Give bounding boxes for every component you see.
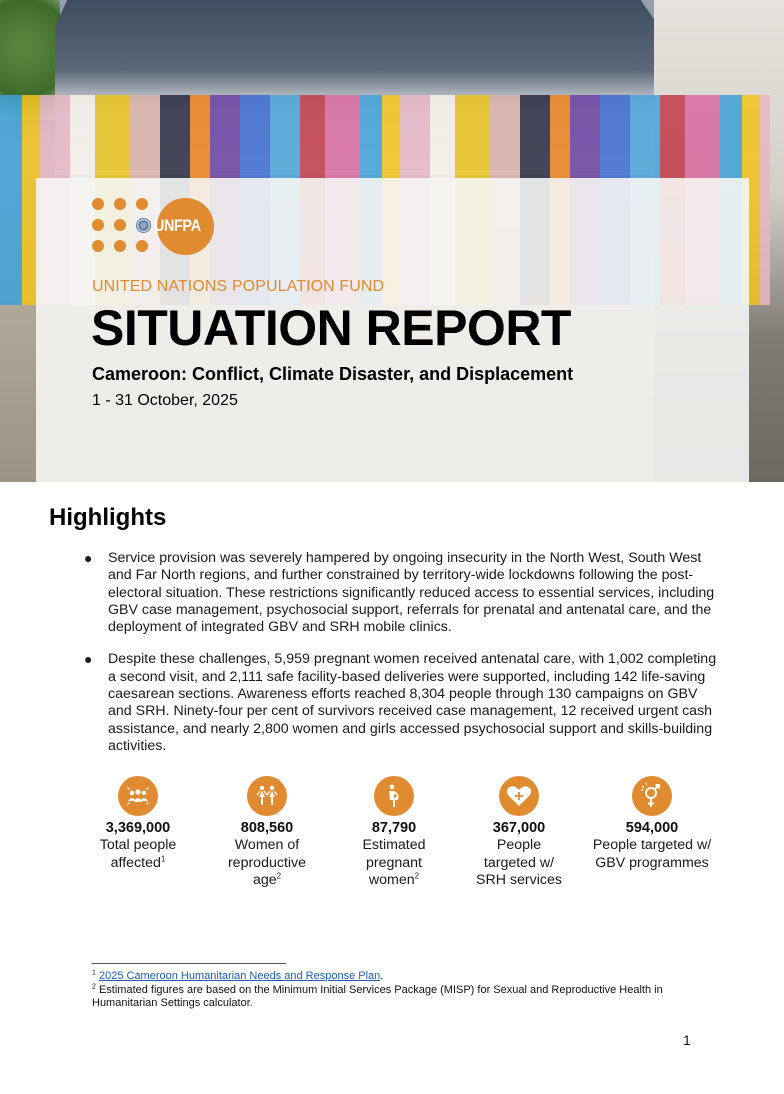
bullet-icon: ● [84, 550, 93, 566]
report-subtitle: Cameroon: Conflict, Climate Disaster, and Displacement [92, 364, 574, 384]
footnote-punctuation: . [380, 970, 384, 982]
footnote-divider [92, 963, 286, 964]
stat-label [222, 837, 312, 890]
highlights-list [84, 550, 724, 770]
stat-srh-targeted [472, 776, 566, 890]
gender-symbol-icon [632, 776, 672, 816]
stat-label [352, 837, 436, 890]
footnote-marker: 1 [92, 969, 96, 977]
pregnant-woman-icon [374, 776, 414, 816]
logo-dot [114, 198, 126, 210]
stat-label-line: pregnant [365, 854, 422, 871]
org-name: UNITED NATIONS POPULATION FUND [92, 278, 385, 295]
report-date: 1 - 31 October, 2025 [92, 392, 238, 409]
stat-value: 3,369,000 [105, 820, 171, 836]
stat-gbv-targeted [586, 776, 718, 872]
footnote-ref[interactable]: 2 [276, 871, 282, 881]
logo-dot [136, 198, 148, 210]
stat-label-line: Estimated [362, 837, 426, 853]
stat-label-line: Total people [99, 837, 177, 853]
logo-dot [114, 240, 126, 252]
stat-label [586, 837, 718, 872]
title-panel [36, 178, 749, 482]
bullet-icon: ● [84, 651, 93, 668]
footnote-ref[interactable]: 2 [414, 871, 420, 881]
logo-text: UNFPA [154, 216, 201, 235]
page-number: 1 [683, 1032, 691, 1048]
logo-dot [92, 198, 104, 210]
stat-label-line: People targeted w/ [592, 837, 712, 853]
footnote-ref[interactable]: 1 [160, 853, 166, 863]
hero-photo [0, 0, 784, 482]
logo-dot [136, 240, 148, 252]
highlight-text: Despite these challenges, 5,959 pregnant women received antenatal care, with 1,002 completing a second visit, and 2,111 safe facility-based deliveries were supported, including 142 life-saving caesarean sections. Awareness efforts reached 8,304 people through 130 campaigns on GBV and SRH. Ninety-four per cent of survivors received case management, 12 received urgent cash assistance, and nearly 2,800 women and girls accessed psychosocial support and skills-building activities. [108, 651, 717, 754]
report-title: SITUATION REPORT [91, 300, 571, 356]
stat-value: 367,000 [492, 820, 546, 836]
stat-label-line: reproductive [227, 854, 307, 871]
footnote-marker: 2 [92, 982, 96, 990]
stat-total-people [88, 776, 188, 872]
stat-value: 87,790 [371, 820, 417, 836]
highlights-heading: Highlights [49, 504, 167, 531]
footnotes [92, 970, 692, 1011]
heart-plus-icon [499, 776, 539, 816]
women-icon [247, 776, 287, 816]
stat-label-line: GBV programmes [595, 854, 709, 871]
stat-label-line: age [252, 872, 277, 888]
logo-dot [114, 219, 126, 231]
footnote-1 [92, 970, 692, 984]
hnrp-link[interactable]: 2025 Cameroon Humanitarian Needs and Response Plan [98, 970, 381, 982]
stat-label-line: women [368, 872, 415, 888]
footnote-text: Estimated figures are based on the Minimum Initial Services Package (MISP) for Sexual and Reproductive Health in Humanitarian Settings calculator. [92, 983, 663, 1009]
people-affected-icon [118, 776, 158, 816]
key-figures [0, 776, 784, 896]
un-emblem-icon [136, 218, 151, 233]
stat-label-line: Women of [234, 837, 300, 853]
stat-value: 594,000 [625, 820, 679, 836]
stat-label-line: targeted w/ [483, 854, 555, 871]
stat-value: 808,560 [240, 820, 294, 836]
footnote-2 [92, 984, 692, 1011]
stat-women-reproductive-age [222, 776, 312, 890]
unfpa-logo [92, 198, 222, 258]
logo-dot [92, 219, 104, 231]
stat-pregnant-women [352, 776, 436, 890]
stat-label-line: People [496, 837, 542, 853]
highlight-item [84, 550, 724, 636]
stat-label [472, 837, 566, 890]
stat-label [88, 837, 188, 872]
stat-label-line: SRH services [476, 872, 562, 888]
stat-label-line: affected [110, 854, 161, 871]
highlight-item [84, 651, 724, 755]
highlight-text: Service provision was severely hampered by ongoing insecurity in the North West, South West and Far North regions, and further constrained by territory-wide lockdowns following the post-electoral situation. These restrictions significantly reduced access to essential services, including GBV case management, psychosocial support, referrals for prenatal and antenatal care, and the deployment of integrated GBV and SRH mobile clinics. [108, 550, 715, 636]
logo-dot [92, 240, 104, 252]
